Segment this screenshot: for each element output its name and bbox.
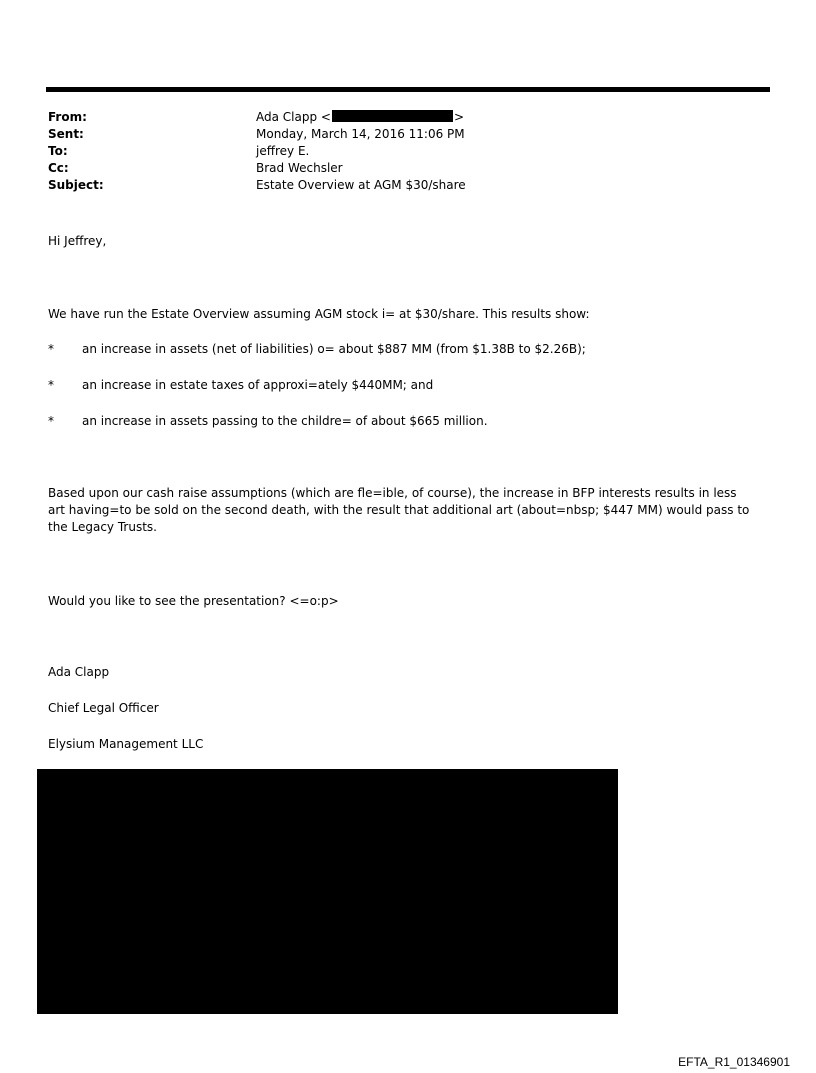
header-divider <box>46 87 770 92</box>
sent-value: Monday, March 14, 2016 11:06 PM <box>256 127 465 141</box>
question-paragraph: Would you like to see the presentation? <=o:p> <box>48 594 339 608</box>
bullet-mark: * <box>48 342 54 356</box>
bullet-item <box>48 413 748 430</box>
to-row <box>48 143 748 160</box>
bullet-text: an increase in estate taxes of approxi=ately $440MM; and <box>82 378 434 392</box>
bullet-text: an increase in assets passing to the childre= of about $665 million. <box>82 414 488 428</box>
sent-row <box>48 126 748 143</box>
bullet-item <box>48 377 748 394</box>
to-value: jeffrey E. <box>256 144 310 158</box>
document-id: EFTA_R1_01346901 <box>678 1055 790 1069</box>
redaction-block <box>37 769 618 1014</box>
cc-row <box>48 160 748 177</box>
from-label: From: <box>48 110 87 124</box>
cash-raise-paragraph: Based upon our cash raise assumptions (which are fle=ible, of course), the increase in BFP interests results in less art having=to be sold on the second death, with the result that additional art (about=nbsp; $447 MM) would pass to the Legacy Trusts. <box>48 486 750 534</box>
to-label: To: <box>48 144 68 158</box>
bullet-text: an increase in assets (net of liabilities) o= about $887 MM (from $1.38B to $2.26B); <box>82 342 586 356</box>
greeting: Hi Jeffrey, <box>48 234 107 248</box>
subject-label: Subject: <box>48 178 104 192</box>
from-value <box>256 109 464 126</box>
sent-label: Sent: <box>48 127 84 141</box>
intro-paragraph: We have run the Estate Overview assuming AGM stock i= at $30/share. This results show: <box>48 307 590 321</box>
cc-value: Brad Wechsler <box>256 161 343 175</box>
from-name: Ada Clapp < <box>256 110 331 124</box>
subject-row <box>48 177 748 194</box>
cc-label: Cc: <box>48 161 69 175</box>
signature-company: Elysium Management LLC <box>48 737 204 751</box>
bullet-mark: * <box>48 378 54 392</box>
signature-title: Chief Legal Officer <box>48 701 159 715</box>
signature-name: Ada Clapp <box>48 665 110 679</box>
from-row <box>48 109 748 126</box>
from-suffix: > <box>453 110 465 124</box>
redacted-email <box>332 110 453 122</box>
bullet-item <box>48 341 748 358</box>
subject-value: Estate Overview at AGM $30/share <box>256 178 466 192</box>
bullet-mark: * <box>48 414 54 428</box>
